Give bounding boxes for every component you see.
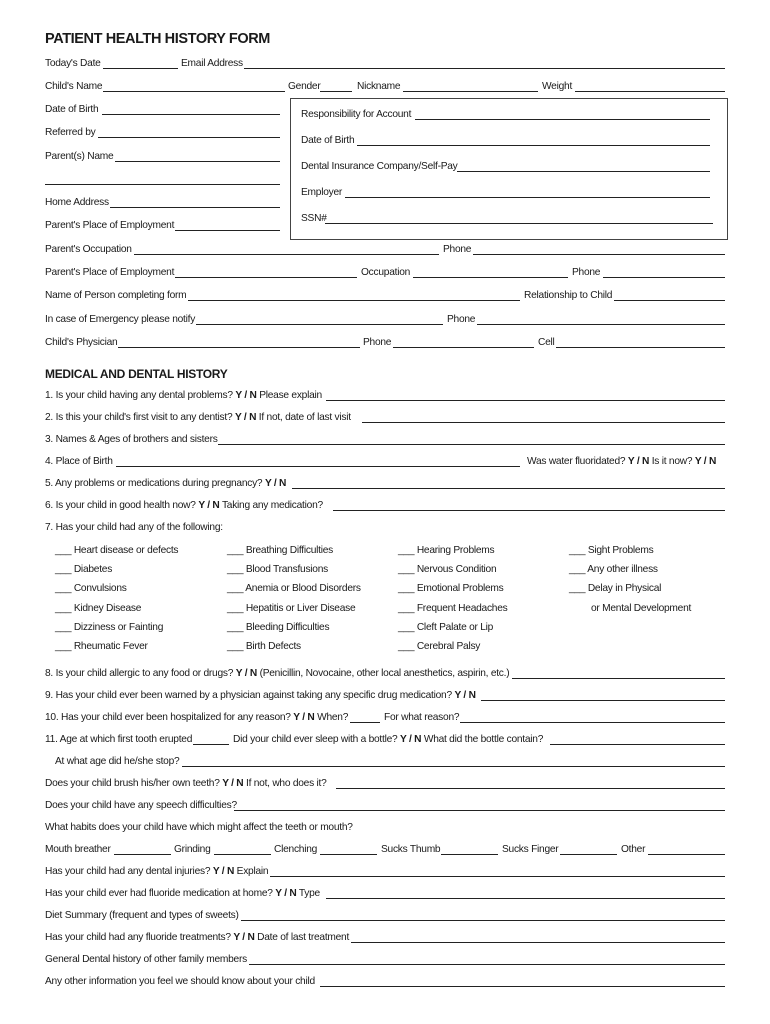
parents-name-label: Parent(s) Name [45, 151, 114, 162]
todays-date-field[interactable] [103, 68, 178, 69]
speech-field[interactable] [234, 810, 725, 811]
q4-field[interactable] [116, 466, 520, 467]
sucks-finger-label: Sucks Finger [502, 844, 559, 855]
other-habit-label: Other [621, 844, 646, 855]
q4b-label: Was water fluoridated? Y / N Is it now? Y / N [527, 456, 717, 467]
parents-employment2-label: Parent's Place of Employment [45, 267, 175, 278]
diet-label: Diet Summary (frequent and types of sweets) [45, 910, 239, 921]
emergency-field[interactable] [196, 324, 443, 325]
home-address-field[interactable] [110, 207, 280, 208]
employer-label: Employer [301, 187, 343, 198]
ssn-field[interactable] [325, 223, 713, 224]
section-title: MEDICAL AND DENTAL HISTORY [45, 367, 228, 381]
condition-item[interactable]: ___ Dizziness or Fainting [55, 622, 164, 633]
gender-field[interactable] [320, 91, 352, 92]
speech-label: Does your child have any speech difficulties? [45, 800, 237, 811]
fluoride-tx-label: Has your child had any fluoride treatments? Y / N Date of last treatment [45, 932, 350, 943]
q9-field[interactable] [481, 700, 725, 701]
dob-label: Date of Birth [45, 104, 99, 115]
q10-reason-field[interactable] [460, 722, 725, 723]
emergency-phone-label: Phone [447, 314, 476, 325]
physician-phone-field[interactable] [393, 347, 534, 348]
parents-employment2-field[interactable] [175, 277, 357, 278]
injuries-label: Has your child had any dental injuries? Y / N Explain [45, 866, 269, 877]
q11d-label: At what age did he/she stop? [55, 756, 180, 767]
condition-item[interactable]: ___ Diabetes [55, 564, 113, 575]
name-completing-label: Name of Person completing form [45, 290, 187, 301]
condition-item[interactable]: ___ Cleft Palate or Lip [398, 622, 494, 633]
phone2-field[interactable] [603, 277, 725, 278]
weight-label: Weight [542, 81, 573, 92]
q6-label: 6. Is your child in good health now? Y / N Taking any medication? [45, 500, 323, 511]
childs-name-field[interactable] [103, 91, 285, 92]
relationship-field[interactable] [614, 300, 725, 301]
other-info-field[interactable] [320, 986, 725, 987]
childs-name-label: Child's Name [45, 81, 103, 92]
condition-item-cont: or Mental Development [591, 603, 692, 614]
employer-field[interactable] [345, 197, 710, 198]
condition-item[interactable]: ___ Birth Defects [227, 641, 301, 652]
mouth-breather-field[interactable] [114, 854, 171, 855]
condition-item[interactable]: ___ Blood Transfusions [227, 564, 328, 575]
phone-field[interactable] [473, 254, 725, 255]
relationship-label: Relationship to Child [524, 290, 613, 301]
q8-field[interactable] [512, 678, 725, 679]
condition-item[interactable]: ___ Heart disease or defects [55, 545, 179, 556]
resp-account-label: Responsibility for Account [301, 109, 412, 120]
condition-item[interactable]: ___ Bleeding Difficulties [227, 622, 330, 633]
nickname-label: Nickname [357, 81, 401, 92]
form-title: PATIENT HEALTH HISTORY FORM [45, 31, 270, 47]
brush-label: Does your child brush his/her own teeth? Y / N If not, who does it? [45, 778, 327, 789]
fluoride-med-field[interactable] [326, 898, 725, 899]
emergency-phone-field[interactable] [477, 324, 725, 325]
parents-employment-field[interactable] [175, 230, 280, 231]
sucks-thumb-field[interactable] [441, 854, 498, 855]
q6-field[interactable] [333, 510, 725, 511]
sucks-thumb-label: Sucks Thumb [381, 844, 441, 855]
parents-occupation-field[interactable] [134, 254, 439, 255]
condition-item[interactable]: ___ Anemia or Blood Disorders [227, 583, 361, 594]
dob-field[interactable] [102, 114, 280, 115]
referred-by-field[interactable] [98, 137, 280, 138]
physician-label: Child's Physician [45, 337, 118, 348]
grinding-field[interactable] [214, 854, 271, 855]
condition-item[interactable]: ___ Convulsions [55, 583, 127, 594]
brush-field[interactable] [336, 788, 725, 789]
diet-field[interactable] [241, 920, 725, 921]
injuries-field[interactable] [270, 876, 725, 877]
q7-label: 7. Has your child had any of the following: [45, 522, 223, 533]
occupation-field[interactable] [413, 277, 568, 278]
parents-name-field[interactable] [115, 161, 280, 162]
email-field[interactable] [244, 68, 725, 69]
parents-name-field-2[interactable] [45, 184, 280, 185]
parents-employment-label: Parent's Place of Employment [45, 220, 175, 231]
q11-label: 11. Age at which first tooth erupted [45, 734, 193, 745]
nickname-field[interactable] [403, 91, 538, 92]
q3-label: 3. Names & Ages of brothers and sisters [45, 434, 218, 445]
family-label: General Dental history of other family members [45, 954, 247, 965]
q1-label: 1. Is your child having any dental problems? Y / N Please explain [45, 390, 322, 401]
resp-account-field[interactable] [415, 119, 710, 120]
emergency-label: In case of Emergency please notify [45, 314, 196, 325]
mouth-breather-label: Mouth breather [45, 844, 111, 855]
todays-date-label: Today's Date [45, 58, 101, 69]
weight-field[interactable] [575, 91, 725, 92]
q11-contain-field[interactable] [550, 744, 725, 745]
fluoride-med-label: Has your child ever had fluoride medication at home? Y / N Type [45, 888, 320, 899]
ssn-label: SSN# [301, 213, 327, 224]
q2-field[interactable] [362, 422, 725, 423]
condition-item[interactable]: ___ Rheumatic Fever [55, 641, 148, 652]
q9-label: 9. Has your child ever been warned by a physician against taking any specific drug medication? Y / N [45, 690, 476, 701]
phone2-label: Phone [572, 267, 601, 278]
referred-by-label: Referred by [45, 127, 96, 138]
condition-item[interactable]: ___ Cerebral Palsy [398, 641, 481, 652]
habits-label: What habits does your child have which might affect the teeth or mouth? [45, 822, 353, 833]
other-info-label: Any other information you feel we should know about your child [45, 976, 315, 987]
condition-item[interactable]: ___ Kidney Disease [55, 603, 142, 614]
fluoride-tx-field[interactable] [351, 942, 725, 943]
cell-field[interactable] [556, 347, 725, 348]
phone-label: Phone [443, 244, 472, 255]
q1-field[interactable] [326, 400, 725, 401]
family-field[interactable] [249, 964, 725, 965]
grinding-label: Grinding [174, 844, 211, 855]
condition-item[interactable]: ___ Frequent Headaches [398, 603, 508, 614]
condition-item[interactable]: ___ Hepatitis or Liver Disease [227, 603, 356, 614]
condition-item[interactable]: ___ Nervous Condition [398, 564, 497, 575]
q11-erupted-field[interactable] [193, 744, 229, 745]
q2-label: 2. Is this your child's first visit to any dentist? Y / N If not, date of last visit [45, 412, 351, 423]
other-habit-field[interactable] [648, 854, 725, 855]
clenching-label: Clenching [274, 844, 318, 855]
name-completing-field[interactable] [188, 300, 520, 301]
cell-label: Cell [538, 337, 555, 348]
q8-label: 8. Is your child allergic to any food or drugs? Y / N (Penicillin, Novocaine, other local anesthetics, aspirin, etc.) [45, 668, 510, 679]
insurance-field[interactable] [457, 171, 710, 172]
q11-stop-field[interactable] [182, 766, 725, 767]
q11b-label: Did your child ever sleep with a bottle? Y / N What did the bottle contain? [233, 734, 544, 745]
gender-label: Gender [288, 81, 321, 92]
q5-label: 5. Any problems or medications during pregnancy? Y / N [45, 478, 287, 489]
condition-item[interactable]: ___ Hearing Problems [398, 545, 495, 556]
box-dob-field[interactable] [357, 145, 710, 146]
condition-item[interactable]: ___ Emotional Problems [398, 583, 504, 594]
condition-item[interactable]: ___ Sight Problems [569, 545, 654, 556]
q10c-label: For what reason? [384, 712, 460, 723]
occupation-label: Occupation [361, 267, 411, 278]
insurance-label: Dental Insurance Company/Self-Pay [301, 161, 458, 172]
box-dob-label: Date of Birth [301, 135, 355, 146]
condition-item[interactable]: ___ Delay in Physical [569, 583, 662, 594]
sucks-finger-field[interactable] [560, 854, 617, 855]
physician-phone-label: Phone [363, 337, 392, 348]
q3-field[interactable] [218, 444, 725, 445]
q10-when-field[interactable] [350, 722, 380, 723]
q4-label: 4. Place of Birth [45, 456, 113, 467]
physician-field[interactable] [118, 347, 360, 348]
clenching-field[interactable] [320, 854, 377, 855]
email-label: Email Address [181, 58, 243, 69]
home-address-label: Home Address [45, 197, 109, 208]
condition-item[interactable]: ___ Any other illness [569, 564, 658, 575]
q5-field[interactable] [292, 488, 725, 489]
q10-label: 10. Has your child ever been hospitalized for any reason? Y / N When? [45, 712, 349, 723]
parents-occupation-label: Parent's Occupation [45, 244, 132, 255]
condition-item[interactable]: ___ Breathing Difficulties [227, 545, 334, 556]
